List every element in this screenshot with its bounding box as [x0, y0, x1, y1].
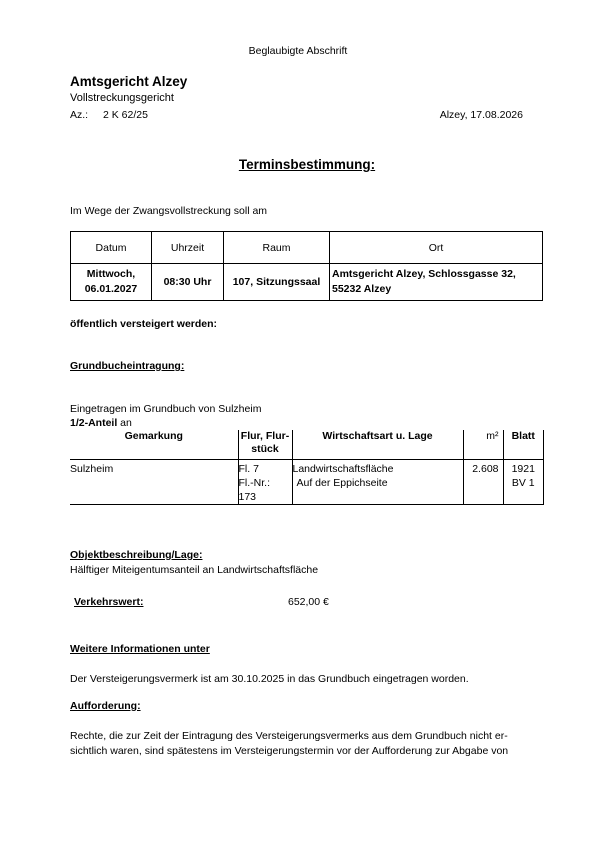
- cell-wirtschaft-line2: Auf der Eppichseite: [296, 476, 388, 489]
- cell-qm: 2.608: [463, 459, 503, 504]
- termin-datum: [71, 264, 152, 301]
- termin-table: [70, 231, 543, 301]
- header-uhrzeit: Uhrzeit: [152, 232, 224, 264]
- verkehrswert-value: 652,00 €: [288, 596, 329, 608]
- objekt-heading: Objektbeschreibung/Lage:: [70, 549, 203, 561]
- header-wirtschaftsart: Wirtschaftsart u. Lage: [292, 430, 463, 459]
- cell-flur-line3: 173: [238, 490, 257, 503]
- auction-statement: öffentlich versteigert werden:: [70, 318, 218, 330]
- termin-ort: [330, 264, 543, 301]
- cell-gemarkung: Sulzheim: [70, 459, 238, 504]
- cell-flur-line1: Fl. 7: [238, 462, 259, 475]
- termin-uhrzeit: 08:30 Uhr: [152, 264, 224, 301]
- termin-date: 06.01.2027: [84, 283, 138, 295]
- grundbuch-registered: Eingetragen im Grundbuch von Sulzheim: [70, 403, 262, 415]
- place-date: Alzey, 17.08.2026: [439, 109, 523, 121]
- share-fraction: 1/2-Anteil: [70, 417, 118, 429]
- grundbuch-heading: Grundbucheintragung:: [70, 360, 185, 372]
- aufforderung-line2: sichtlich waren, sind spätestens im Versteigerungstermin vor der Aufforderung zur Abgabe von: [70, 745, 509, 757]
- header-raum: Raum: [224, 232, 330, 264]
- header-flur-line2: stück: [251, 443, 279, 455]
- termin-table-row: [71, 264, 543, 301]
- grundbuch-table: [70, 430, 544, 505]
- header-blatt: Blatt: [503, 430, 544, 459]
- court-name: Amtsgericht Alzey: [70, 74, 188, 89]
- header-datum: Datum: [71, 232, 152, 264]
- header-qm: m²: [463, 430, 503, 459]
- weitere-text: Der Versteigerungsvermerk ist am 30.10.2025 in das Grundbuch eingetragen worden.: [70, 673, 469, 685]
- verkehrswert-label: Verkehrswert:: [74, 596, 144, 608]
- cell-wirtschaftsart: [292, 459, 463, 504]
- termin-table-header: [71, 232, 543, 264]
- weitere-heading: Weitere Informationen unter: [70, 643, 210, 655]
- grundbuch-table-header: [70, 430, 544, 459]
- grundbuch-table-row: [70, 459, 544, 504]
- cell-blatt-line1: 1921: [511, 462, 535, 475]
- cell-flur-line2: Fl.-Nr.:: [238, 476, 270, 489]
- case-number: 2 K 62/25: [103, 109, 148, 121]
- intro-text: Im Wege der Zwangsvollstreckung soll am: [70, 205, 268, 217]
- objekt-text: Hälftiger Miteigentumsanteil an Landwirtschaftsfläche: [70, 564, 319, 576]
- cell-flur: [238, 459, 292, 504]
- aufforderung-heading: Aufforderung:: [70, 700, 141, 712]
- termin-raum: 107, Sitzungssaal: [224, 264, 330, 301]
- certified-copy-note: Beglaubigte Abschrift: [248, 45, 348, 57]
- termin-weekday: Mittwoch,: [86, 268, 136, 280]
- termin-ort-street: Amtsgericht Alzey, Schlossgasse 32,: [332, 268, 516, 280]
- cell-blatt: [503, 459, 544, 504]
- header-flur-line1: Flur, Flur-: [240, 430, 290, 442]
- court-type: Vollstreckungsgericht: [70, 92, 174, 104]
- grundbuch-share: [70, 417, 132, 429]
- share-suffix: an: [117, 417, 132, 429]
- header-flur: [238, 430, 292, 459]
- cell-wirtschaft-line1: Landwirtschaftsfläche: [292, 462, 394, 475]
- termin-ort-city: 55232 Alzey: [332, 283, 392, 295]
- document-title: Terminsbestimmung:: [238, 157, 376, 172]
- header-gemarkung: Gemarkung: [70, 430, 238, 459]
- header-ort: Ort: [330, 232, 543, 264]
- case-number-label: Az.:: [70, 109, 89, 121]
- aufforderung-line1: Rechte, die zur Zeit der Eintragung des Versteigerungsvermerks aus dem Grundbuch nicht er-: [70, 730, 508, 742]
- cell-blatt-line2: BV 1: [511, 476, 535, 489]
